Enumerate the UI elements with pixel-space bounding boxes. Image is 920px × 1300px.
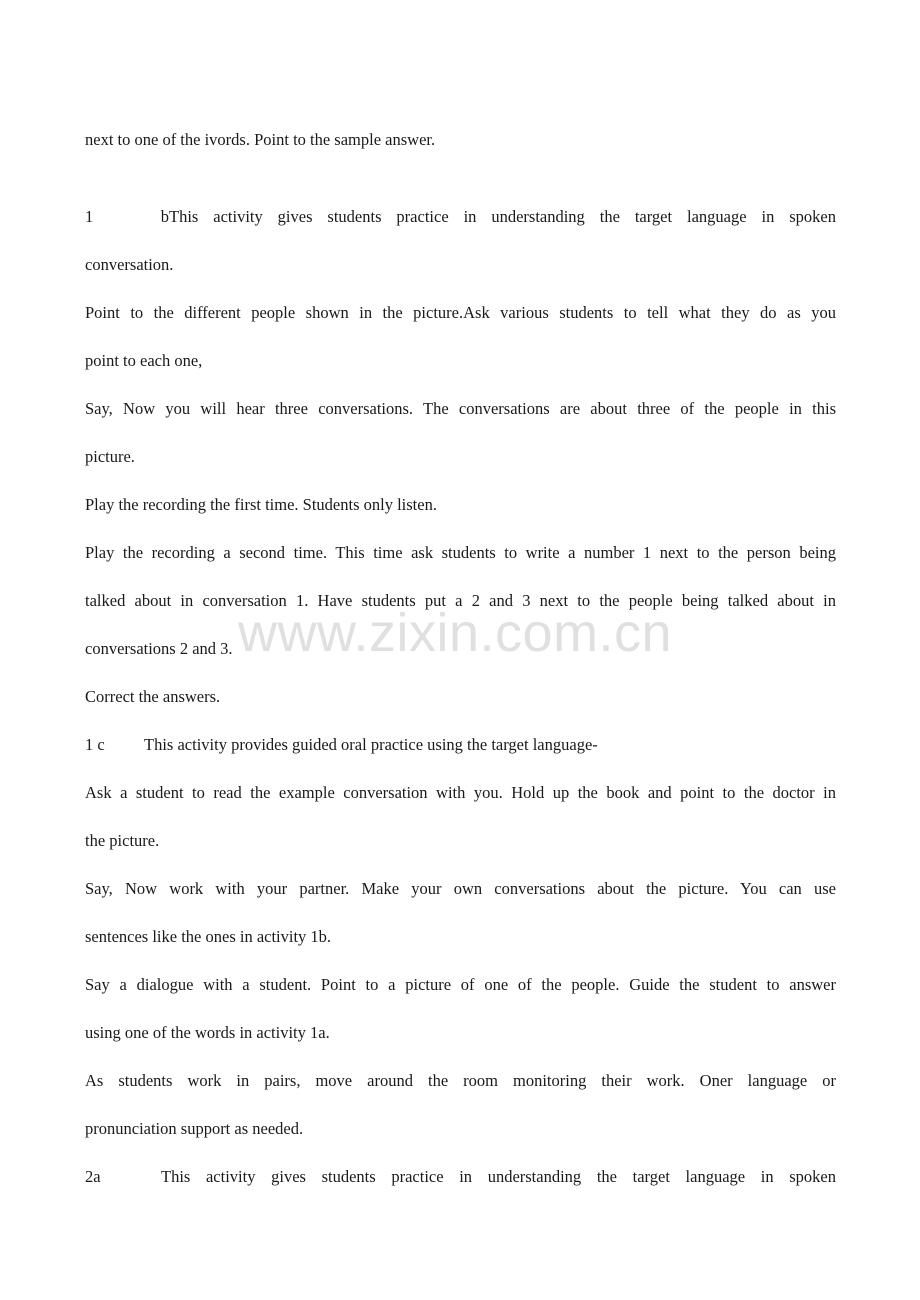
text-line: Play the recording a second time. This time ask students to write a number 1 next to the person being [85,543,836,562]
section-1c-heading [85,721,836,769]
text-line: Correct the answers. [85,687,221,706]
text-line: pronunciation support as needed. [85,1119,304,1138]
text-line: talked about in conversation 1. Have students put a 2 and 3 next to the people being talked about in [85,591,836,610]
text-line: Say, Now you will hear three conversations. The conversations are about three of the people in this [85,399,836,418]
text-line: Say, Now work with your partner. Make your own conversations about the picture. You can use [85,879,836,898]
section-2a-heading [85,1153,836,1201]
text-line: As students work in pairs, move around the room monitoring their work. Oner language or [85,1071,836,1090]
text-line: This activity gives students practice in understanding the target language in spoken [169,207,836,226]
text-line: the picture. [85,831,160,850]
text-line: Ask a student to read the example conversation with you. Hold up the book and point to the doctor in [85,783,836,802]
paragraph-gap [85,164,836,193]
text-line: using one of the words in activity 1a. [85,1023,330,1042]
text-line: conversations 2 and 3. [85,639,233,658]
document-page [85,116,836,1201]
section-label: 2a [85,1167,101,1186]
text-line: This activity gives students practice in understanding the target language in spoken [161,1167,836,1186]
text-line: This activity provides guided oral practice using the target language- [144,735,598,754]
text-line: Point to the different people shown in the picture.Ask various students to tell what they do as you [85,303,836,322]
text-line: Play the recording the first time. Students only listen. [85,495,437,514]
section-1b-heading [85,193,836,241]
section-label: 1 b [85,207,169,226]
text-line: picture. [85,447,135,466]
text-line: point to each one, [85,351,203,370]
section-label: 1 c [85,735,105,754]
text-line: Say a dialogue with a student. Point to a picture of one of the people. Guide the student to answer [85,975,836,994]
text-line: sentences like the ones in activity 1b. [85,927,332,946]
watermark: www.zixin.com.cn [238,603,673,663]
text-line: conversation. [85,255,174,274]
text-line: next to one of the ivords. Point to the sample answer. [85,130,436,149]
